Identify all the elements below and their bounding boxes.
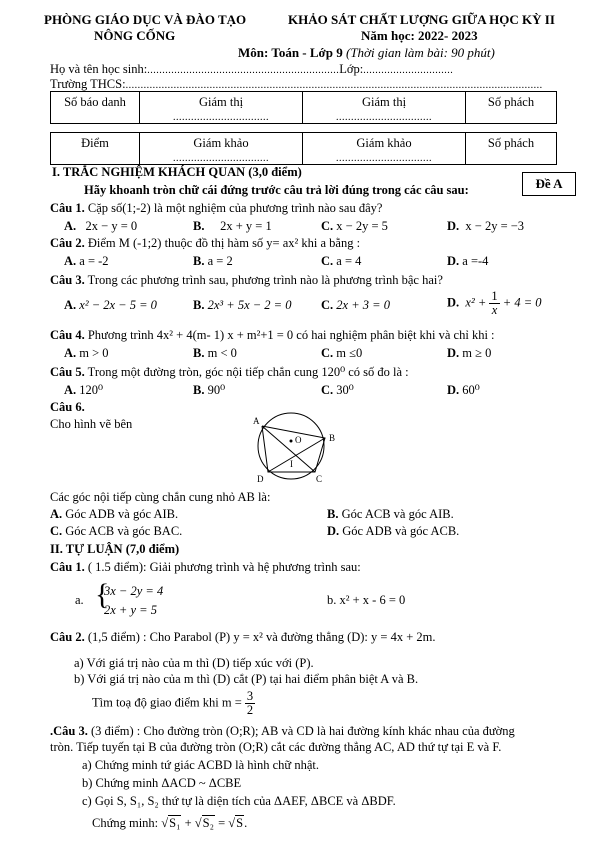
p1-part-b: b. x² + x - 6 = 0 <box>327 593 406 607</box>
cell-proctor2: Giám thị ................................ <box>303 92 466 124</box>
subject-line <box>238 45 495 61</box>
class-dots: .............................. <box>363 65 454 76</box>
q5-option-d[interactable]: D. 60⁰ <box>447 383 480 397</box>
system-brace: { <box>95 578 110 611</box>
cell-code2: Số phách <box>466 133 557 165</box>
p2-stem: Câu 2. (1,5 điểm) : Cho Parabol (P) y = x² và đường thẳng (D): y = 4x + 2m. <box>50 630 436 644</box>
q3-option-b[interactable]: B. 2x³ + 5x − 2 = 0 <box>193 298 292 312</box>
exam-code-badge: Đề A <box>522 172 576 196</box>
q3-option-a[interactable]: A. x² − 2x − 5 = 0 <box>64 298 157 312</box>
cell-code1: Số phách <box>466 92 557 124</box>
q4-stem: Câu 4. Phương trình 4x² + 4(m- 1) x + m²+1 = 0 có hai nghiệm phân biệt khi và chỉ khi : <box>50 328 495 342</box>
q6-label: Câu 6. <box>50 400 85 414</box>
p1-part-a-label: a. <box>75 593 84 607</box>
q6-text: Cho hình vẽ bên <box>50 417 133 431</box>
p3-part-c: c) Gọi S, S₁, S₂ thứ tự là diện tích của ΔAEF, ΔBCE và ΔBDF. <box>82 794 396 808</box>
q5-stem: Câu 5. Trong một đường tròn, góc nội tiếp chắn cung 120⁰ có số đo là : <box>50 365 409 379</box>
school-year: Năm học: 2022- 2023 <box>361 28 478 43</box>
q1-option-c[interactable]: C. x − 2y = 5 <box>321 219 388 233</box>
circle-figure <box>240 412 350 487</box>
district-name: NÔNG CỐNG <box>94 28 176 43</box>
school-label: Trường THCS: <box>50 77 126 91</box>
p2-part-a: a) Với giá trị nào của m thì (D) tiếp xúc với (P). <box>74 656 314 670</box>
grader-table <box>50 132 557 165</box>
q1-stem: Câu 1. Cặp số(1;-2) là một nghiệm của phương trình nào sau đây? <box>50 201 383 215</box>
q3-stem: Câu 3. Trong các phương trình sau, phương trình nào là phương trình bậc hai? <box>50 273 443 287</box>
part2-title: II. TỰ LUẬN (7,0 điểm) <box>50 542 180 556</box>
q2-option-b[interactable]: B. a = 2 <box>193 254 233 268</box>
p3-part-a: a) Chứng minh tứ giác ACBD là hình chữ nhật. <box>82 758 319 772</box>
school-line <box>50 77 543 92</box>
q4-option-b[interactable]: B. m < 0 <box>193 346 237 360</box>
q2-option-c[interactable]: C. a = 4 <box>321 254 362 268</box>
p3-stem: .Câu 3. (3 điểm) : Cho đường tròn (O;R); AB và CD là hai đường kính khác nhau của đường <box>50 724 515 738</box>
q1-option-b[interactable]: B. 2x + y = 1 <box>193 219 272 233</box>
point-o-label: O <box>295 435 302 445</box>
p3-part-d: Chứng minh: √S₁ + √S₂ = √S. <box>92 816 248 830</box>
subject: Môn: Toán - Lớp 9 <box>238 45 343 60</box>
q2-option-a[interactable]: A. a = -2 <box>64 254 109 268</box>
point-i-label: I <box>290 459 293 469</box>
point-b-label: B <box>329 433 336 443</box>
p1-eq1: 3x − 2y = 4 <box>104 584 164 598</box>
q6-option-d[interactable]: D. Góc ADB và góc ACB. <box>327 524 460 538</box>
q6-option-c[interactable]: C. Góc ACB và góc BAC. <box>50 524 183 538</box>
class-label: Lớp: <box>339 62 364 76</box>
q3-option-d[interactable]: D. x² + $\frac{1}{x}$ + 4 = 0 <box>447 289 542 317</box>
q1-option-a[interactable]: A. 2x − y = 0 <box>64 219 138 233</box>
point-d-label: D <box>257 474 264 484</box>
cell-grader2: Giám khảo ................................ <box>303 133 466 165</box>
p2-part-b: b) Với giá trị nào của m thì (D) cắt (P) tại hai điểm phân biệt A và B. <box>74 672 419 686</box>
department-name: PHÒNG GIÁO DỤC VÀ ĐÀO TẠO <box>44 12 247 27</box>
q6-option-b[interactable]: B. Góc ACB và góc AIB. <box>327 507 454 521</box>
cell-score: Điểm <box>51 133 140 165</box>
q2-option-d[interactable]: D. a =-4 <box>447 254 489 268</box>
p3-stem-2: tròn. Tiếp tuyến tại B của đường tròn (O;R) cắt các đường thẳng AC, AD thứ tự tại E và F. <box>50 740 502 754</box>
q3-option-c[interactable]: C. 2x + 3 = 0 <box>321 298 390 312</box>
point-a-label: A <box>253 416 260 426</box>
part1-title: I. TRẮC NGHIỆM KHÁCH QUAN (3,0 điểm) <box>52 165 302 179</box>
student-name-line <box>50 62 453 77</box>
p2-part-c: Tìm toạ độ giao điểm khi m = $\frac{3}{2}$ <box>92 689 254 717</box>
q5-option-c[interactable]: C. 30⁰ <box>321 383 354 397</box>
q2-stem: Câu 2. Điểm M (-1;2) thuộc đồ thị hàm số y= ax² khi a bằng : <box>50 236 361 250</box>
cell-sbd: Số báo danh <box>51 92 140 124</box>
school-dots: ........................................................................................................................................... <box>125 80 543 91</box>
q4-option-a[interactable]: A. m > 0 <box>64 346 109 360</box>
p1-stem: Câu 1. ( 1.5 điểm): Giải phương trình và hệ phương trình sau: <box>50 560 361 574</box>
p3-part-b: b) Chứng minh ΔACD ~ ΔCBE <box>82 776 242 790</box>
student-name-label: Họ và tên học sinh: <box>50 62 148 76</box>
q6-question: Các góc nội tiếp cùng chắn cung nhỏ AB là: <box>50 490 271 504</box>
cell-proctor1: Giám thị ................................ <box>140 92 303 124</box>
q4-option-c[interactable]: C. m ≤0 <box>321 346 363 360</box>
student-name-dots: ................................................................ <box>147 65 340 76</box>
q5-option-a[interactable]: A. 120⁰ <box>64 383 104 397</box>
proctor-table <box>50 91 557 124</box>
point-c-label: C <box>316 474 323 484</box>
p1-eq2: 2x + y = 5 <box>104 603 157 617</box>
part1-instruction: Hãy khoanh tròn chữ cái đứng trước câu trả lời đúng trong các câu sau: <box>84 183 469 197</box>
q6-option-a[interactable]: A. Góc ADB và góc AIB. <box>50 507 179 521</box>
cell-grader1: Giám khảo ................................ <box>140 133 303 165</box>
q5-option-b[interactable]: B. 90⁰ <box>193 383 226 397</box>
q4-option-d[interactable]: D. m ≥ 0 <box>447 346 492 360</box>
exam-time: (Thời gian làm bài: 90 phút) <box>342 45 495 60</box>
exam-title: KHẢO SÁT CHẤT LƯỢNG GIỮA HỌC KỲ II <box>288 12 555 27</box>
q1-option-d[interactable]: D. x − 2y = −3 <box>447 219 525 233</box>
